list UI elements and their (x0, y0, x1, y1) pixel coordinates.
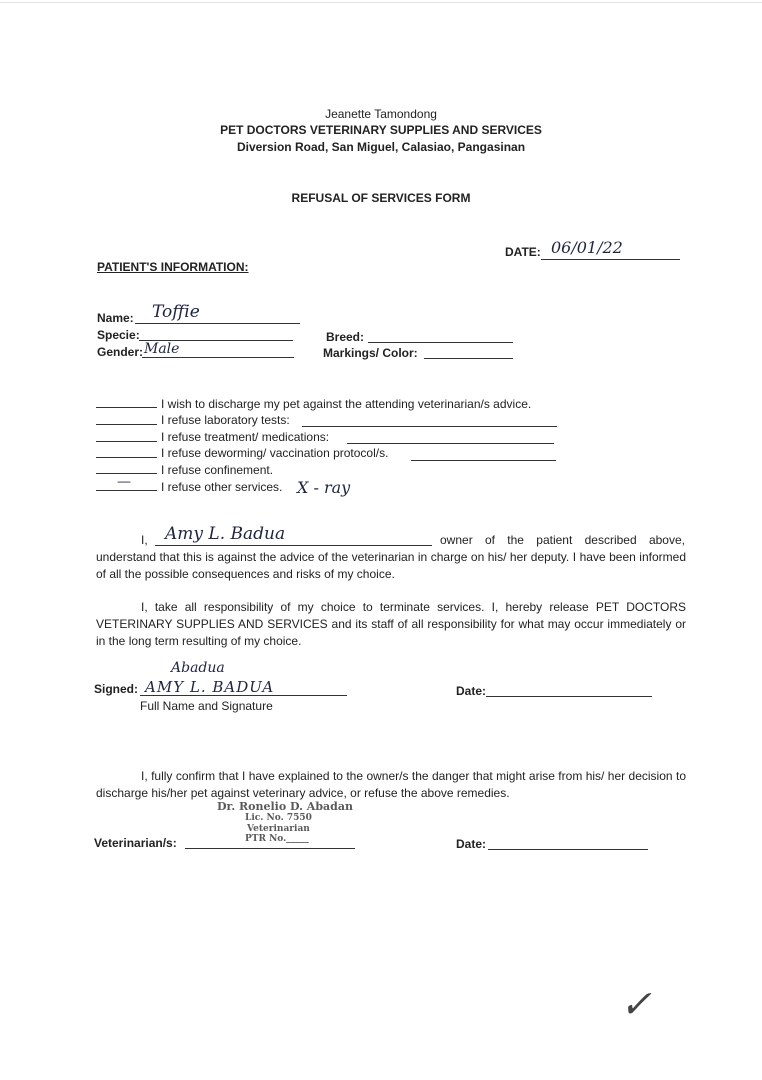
checklist-blank-1 (96, 407, 157, 408)
header-business-name: PET DOCTORS VETERINARY SUPPLIES AND SERVICES (220, 123, 542, 137)
specie-label: Specie: (97, 328, 140, 342)
lab-tests-line (302, 426, 557, 427)
checklist-item-2: I refuse laboratory tests: (161, 413, 290, 427)
statement3-paragraph: I, fully confirm that I have explained to the owner/s the danger that might arise from his/ her decision to discharge his/her pet against veterinary advice, or refuse the above remedies. (96, 769, 686, 800)
patient-info-heading: PATIENT'S INFORMATION: (97, 260, 249, 274)
markings-line (424, 358, 513, 359)
checklist-mark-6[interactable]: — (117, 474, 131, 490)
signature-scrawl[interactable]: Abadua (171, 660, 225, 676)
checklist-item-1: I wish to discharge my pet against the attending veterinarian/s advice. (161, 397, 532, 411)
signature-caption: Full Name and Signature (140, 699, 273, 713)
name-line (135, 323, 300, 324)
header-owner: Jeanette Tamondong (325, 107, 437, 121)
signed-name-value[interactable]: AMY L. BADUA (145, 678, 275, 696)
markings-label: Markings/ Color: (323, 346, 418, 360)
date-value[interactable]: 06/01/22 (551, 238, 623, 257)
header-address: Diversion Road, San Miguel, Calasiao, Pangasinan (236, 140, 526, 154)
date-label: DATE: (505, 245, 541, 259)
signed-label: Signed: (94, 682, 138, 696)
date-line (541, 259, 680, 260)
owner-name-value[interactable]: Amy L. Badua (165, 524, 286, 544)
gender-line (142, 357, 294, 358)
name-label: Name: (97, 311, 134, 325)
checklist-blank-2 (96, 424, 157, 425)
other-services-detail[interactable]: X - ray (297, 478, 351, 497)
checklist-item-6: I refuse other services. (161, 480, 283, 494)
gender-value[interactable]: Male (144, 341, 180, 357)
stamp-vet-name: Dr. Ronelio D. Abadan (217, 800, 353, 813)
checklist-item-3: I refuse treatment/ medications: (161, 430, 330, 444)
statement1-prefix: I, (141, 533, 148, 547)
name-value[interactable]: Toffie (152, 302, 200, 322)
check-mark-icon: ✓ (620, 982, 652, 1026)
vet-date-label: Date: (456, 837, 487, 851)
checklist-blank-3 (96, 441, 157, 442)
breed-line (368, 342, 513, 343)
stamp-license: Lic. No. 7550 (245, 813, 312, 823)
checklist-item-5: I refuse confinement. (161, 463, 274, 477)
statement1-continuation: understand that this is against the advice of the veterinarian in charge on his/ her deputy. I have been informed of all the possible consequences and risks of my choice. (96, 550, 686, 581)
checklist-blank-6 (96, 490, 157, 491)
statement1-text-after: owner of the patient described above, (440, 533, 685, 547)
gender-label: Gender: (97, 345, 144, 359)
veterinarian-label: Veterinarian/s: (94, 836, 177, 850)
signed-date-line (486, 696, 652, 697)
scan-edge-line (0, 2, 762, 3)
form-title: REFUSAL OF SERVICES FORM (291, 191, 471, 205)
breed-label: Breed: (326, 330, 365, 344)
owner-name-line (155, 545, 432, 546)
vet-date-line (488, 849, 648, 850)
stamp-title: Veterinarian (247, 824, 310, 834)
stamp-ptr: PTR No._____ (245, 834, 309, 844)
veterinarian-line (185, 848, 355, 849)
deworming-line (411, 460, 556, 461)
statement2-paragraph: I, take all responsibility of my choice to terminate services. I, hereby release PET DOCTORS VETERINARY SUPPLIES AND SERVICES and its staff of all responsibility for what may occur immediately or in the long term resulting of my choice. (96, 600, 686, 648)
checklist-item-4: I refuse deworming/ vaccination protocol/s. (161, 446, 389, 460)
treatment-line (347, 443, 554, 444)
signed-date-label: Date: (456, 684, 487, 698)
checklist-blank-4 (96, 457, 157, 458)
